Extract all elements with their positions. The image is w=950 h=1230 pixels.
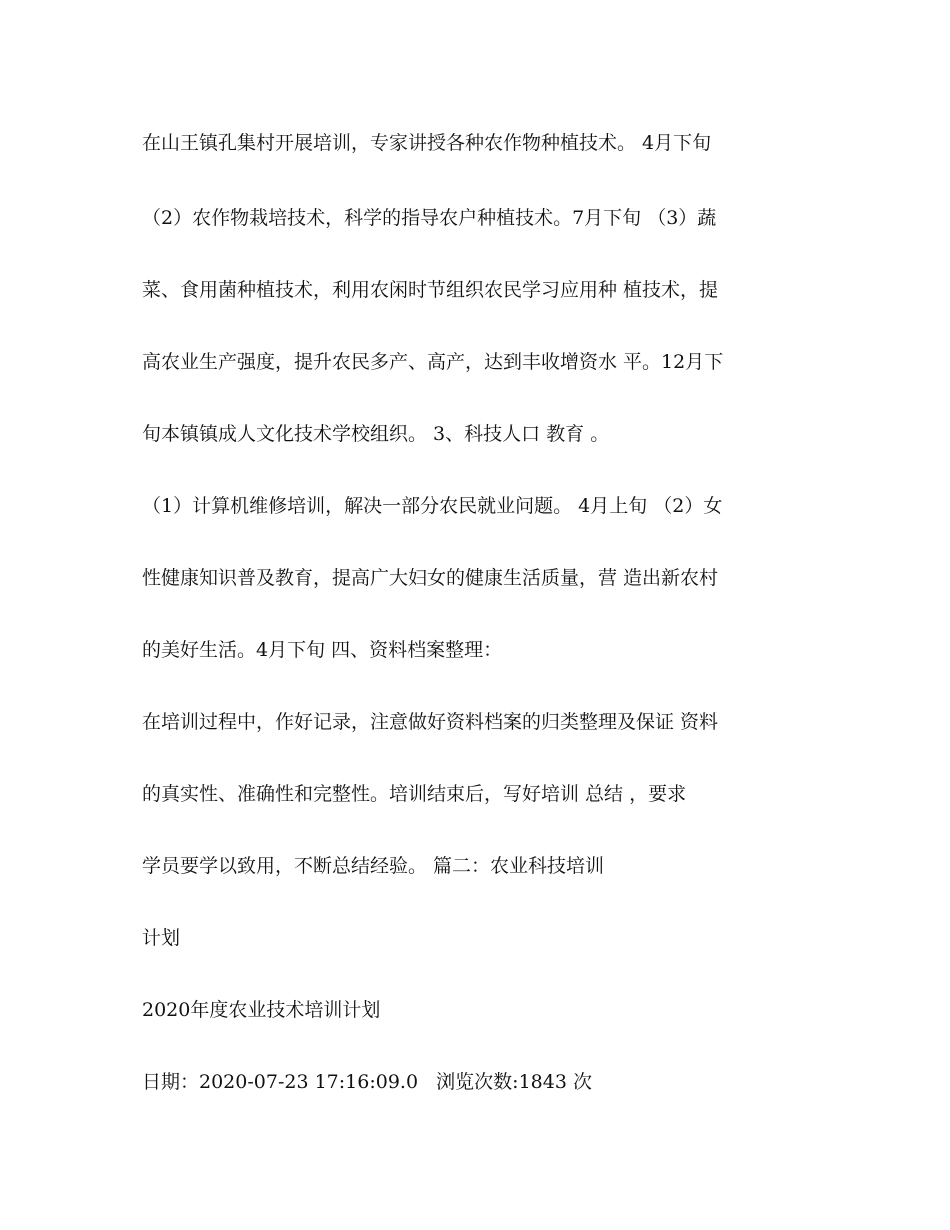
text-line: 日期：2020-07-23 17:16:09.0 浏览次数:1843 次: [142, 1071, 592, 1093]
text-line: （1）计算机维修培训，解决一部分农民就业问题。 4月上旬 （2）女: [142, 495, 723, 517]
text-line: 旬本镇镇成人文化技术学校组织。 3、科技人口 教育 。: [142, 423, 610, 445]
text-line: 的美好生活。4月下旬 四、资料档案整理：: [142, 639, 503, 661]
text-line: 菜、食用菌种植技术，利用农闲时节组织农民学习应用种 植技术，提: [142, 279, 719, 301]
text-line: 计划: [142, 927, 181, 949]
text-line: 的真实性、准确性和完整性。培训结束后，写好培训 总结 ，要求: [142, 783, 687, 805]
text-line: 性健康知识普及教育，提高广大妇女的健康生活质量，营 造出新农村: [142, 567, 719, 589]
text-line: 学员要学以致用，不断总结经验。 篇二：农业科技培训: [142, 855, 605, 877]
text-line: 在培训过程中，作好记录，注意做好资料档案的归类整理及保证 资料: [142, 711, 719, 733]
text-line: 高农业生产强度，提升农民多产、高产，达到丰收增资水 平。12月下: [142, 351, 724, 373]
text-line: 在山王镇孔集村开展培训，专家讲授各种农作物种植技术。 4月下旬: [142, 132, 712, 154]
text-line: （2）农作物栽培技术，科学的指导农户种植技术。7月下旬 （3）蔬: [142, 207, 717, 229]
text-line: 2020年度农业技术培训计划: [142, 999, 381, 1021]
